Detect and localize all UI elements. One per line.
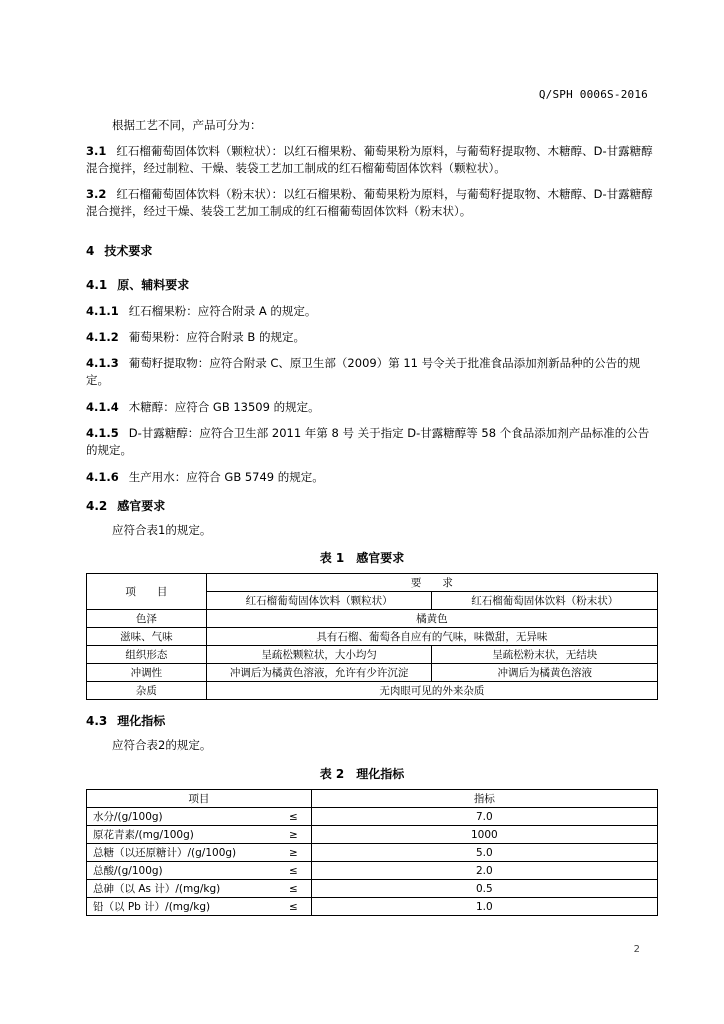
table-header-item: 项 目	[87, 574, 207, 610]
row-operator: ≥	[276, 826, 311, 844]
row-value: 7.0	[311, 808, 657, 826]
clause-text: 红石榴葡萄固体饮料（颗粒状）：以红石榴果粉、葡萄果粉为原料，与葡萄籽提取物、木糖醇、D-甘露糖醇混合搅拌，经过制粒、干燥、装袋工艺加工制成的红石榴葡萄固体饮料（颗粒状）。	[86, 144, 653, 175]
row-value: 0.5	[311, 880, 657, 898]
row-item: 水分/(g/100g)	[87, 808, 277, 826]
table-row	[87, 826, 658, 844]
row-item: 总糖（以还原糖计）/(g/100g)	[87, 844, 277, 862]
section-title: 感官要求	[117, 499, 166, 513]
clause-number: 4.1.4	[86, 400, 119, 414]
row-operator: ≤	[276, 808, 311, 826]
clause-number: 3.2	[86, 187, 107, 201]
row-item: 滋味、气味	[87, 628, 207, 646]
table-row	[87, 610, 658, 628]
row-value: 5.0	[311, 844, 657, 862]
table-row	[87, 664, 658, 682]
row-granule: 呈疏松颗粒状，大小均匀	[206, 646, 432, 664]
section-4-heading	[86, 242, 152, 259]
clause-number: 4.1.6	[86, 470, 119, 484]
clause-number: 4.1.5	[86, 426, 119, 440]
table-2-caption: 表 2 理化指标	[319, 767, 405, 781]
row-value: 1.0	[311, 898, 657, 916]
row-powder: 冲调后为橘黄色溶液	[432, 664, 658, 682]
row-item: 总砷（以 As 计）/(mg/kg)	[87, 880, 277, 898]
clause-text: 葡萄籽提取物：应符合附录 C、原卫生部（2009）第 11 号令关于批准食品添加剂新品种的公告的规定。	[86, 356, 641, 387]
clause-text: 红石榴果粉：应符合附录 A 的规定。	[128, 304, 317, 318]
section-title: 理化指标	[117, 714, 166, 728]
clause-text: 葡萄果粉：应符合附录 B 的规定。	[128, 330, 305, 344]
row-requirement: 无肉眼可见的外来杂质	[206, 682, 657, 700]
clause-4-1-3	[86, 355, 658, 389]
section-4-3-heading	[86, 712, 165, 729]
table-header-requirement: 要 求	[206, 574, 657, 592]
table-row	[87, 808, 658, 826]
sensory-table	[86, 573, 658, 700]
clause-text: 生产用水：应符合 GB 5749 的规定。	[128, 470, 324, 484]
clause-number: 3.1	[86, 144, 107, 158]
clause-text: D-甘露糖醇：应符合卫生部 2011 年第 8 号 关于指定 D-甘露糖醇等 58 个食品添加剂产品标准的公告的规定。	[86, 426, 650, 457]
table-row	[87, 844, 658, 862]
section-number: 4	[86, 244, 95, 258]
row-requirement: 橘黄色	[206, 610, 657, 628]
page-number: 2	[633, 944, 640, 955]
row-item: 原花青素/(mg/100g)	[87, 826, 277, 844]
row-item: 组织形态	[87, 646, 207, 664]
intro-paragraph: 根据工艺不同，产品可分为：	[112, 118, 262, 132]
section-4-3-text: 应符合表2的规定。	[112, 738, 212, 752]
table-row	[87, 682, 658, 700]
row-item: 色泽	[87, 610, 207, 628]
clause-4-1-5	[86, 425, 658, 459]
table-header-powder: 红石榴葡萄固体饮料（粉末状）	[432, 592, 658, 610]
table-row	[87, 862, 658, 880]
row-item: 总酸/(g/100g)	[87, 862, 277, 880]
clause-3-1	[86, 143, 658, 177]
table-header-item: 项目	[87, 790, 312, 808]
section-number: 4.2	[86, 499, 108, 513]
physicochemical-table	[86, 789, 658, 916]
section-number: 4.3	[86, 714, 108, 728]
clause-number: 4.1.2	[86, 330, 119, 344]
clause-text: 红石榴葡萄固体饮料（粉末状）：以红石榴果粉、葡萄果粉为原料，与葡萄籽提取物、木糖醇、D-甘露糖醇混合搅拌，经过干燥、装袋工艺加工制成的红石榴葡萄固体饮料（粉末状）。	[86, 187, 653, 218]
section-4-2-text: 应符合表1的规定。	[112, 523, 212, 537]
clause-number: 4.1.1	[86, 304, 119, 318]
clause-4-1-1	[86, 303, 658, 320]
row-item: 冲调性	[87, 664, 207, 682]
clause-4-1-6	[86, 469, 658, 486]
standard-code: Q/SPH 0006S-2016	[538, 88, 648, 101]
clause-number: 4.1.3	[86, 356, 119, 370]
row-operator: ≤	[276, 862, 311, 880]
row-requirement: 具有石榴、葡萄各自应有的气味，味微甜，无异味	[206, 628, 657, 646]
section-title: 原、辅料要求	[117, 278, 190, 292]
table-row	[87, 646, 658, 664]
row-item: 铅（以 Pb 计）/(mg/kg)	[87, 898, 277, 916]
row-value: 2.0	[311, 862, 657, 880]
row-item: 杂质	[87, 682, 207, 700]
row-powder: 呈疏松粉末状，无结块	[432, 646, 658, 664]
table-1-caption: 表 1 感官要求	[319, 551, 405, 565]
table-header-granule: 红石榴葡萄固体饮料（颗粒状）	[206, 592, 432, 610]
clause-3-2	[86, 186, 658, 220]
section-4-2-heading	[86, 497, 165, 514]
table-row	[87, 880, 658, 898]
row-operator: ≤	[276, 898, 311, 916]
clause-4-1-2	[86, 329, 658, 346]
clause-text: 木糖醇：应符合 GB 13509 的规定。	[128, 400, 320, 414]
section-number: 4.1	[86, 278, 108, 292]
table-header-value: 指标	[311, 790, 657, 808]
table-row	[87, 628, 658, 646]
section-4-1-heading	[86, 276, 189, 293]
row-operator: ≥	[276, 844, 311, 862]
clause-4-1-4	[86, 399, 658, 416]
row-value: 1000	[311, 826, 657, 844]
section-title: 技术要求	[104, 244, 153, 258]
row-granule: 冲调后为橘黄色溶液，允许有少许沉淀	[206, 664, 432, 682]
table-row	[87, 898, 658, 916]
row-operator: ≤	[276, 880, 311, 898]
